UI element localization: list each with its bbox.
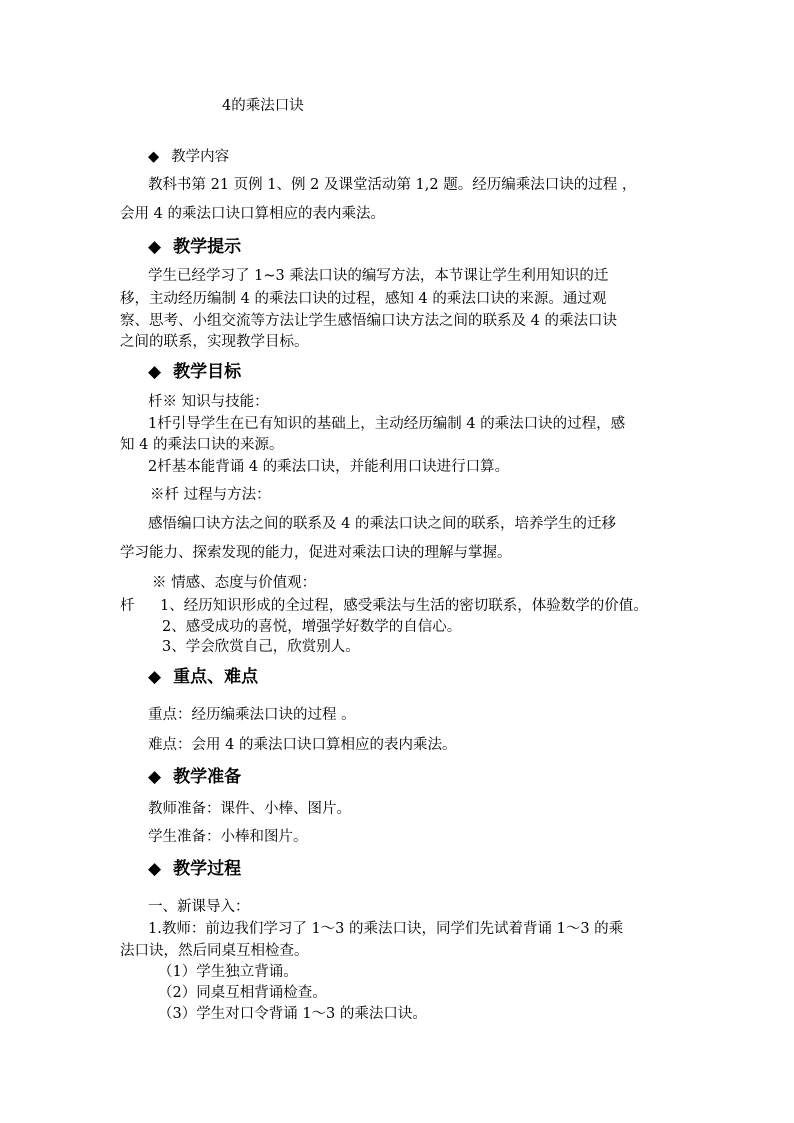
paragraph-line: 感悟编口诀方法之间的联系及 4 的乘法口诀之间的联系，培养学生的迁移 [148,516,616,532]
diamond-bullet-icon: ◆ [148,149,160,165]
paragraph-line: 法口诀，然后同桌互相检查。 [120,943,309,959]
paragraph-line: 重点：经历编乘法口诀的过程 。 [148,707,356,723]
paragraph-line: 难点：会用 4 的乘法口诀口算相应的表内乘法。 [148,737,457,753]
paragraph-line: 之间的联系，实现教学目标。 [120,334,309,350]
paragraph-line: 教师准备：课件、小棒、图片。 [148,801,351,817]
list-item: 3、学会欣赏自己，欣赏别人。 [162,639,360,655]
page-title: 4的乘法口诀 [222,98,304,114]
list-item: （3）学生对口令背诵 1～3 的乘法口诀。 [158,1006,427,1022]
diamond-bullet-icon: ◆ [148,362,162,382]
emotion-mark: 杄 [120,598,135,614]
paragraph-line: 学生准备：小棒和图片。 [148,829,308,845]
diamond-bullet-icon: ◆ [148,237,162,257]
heading-text: 教学过程 [173,859,242,879]
subheading-emotion: ※ 情感、态度与价值观： [152,575,317,591]
list-item: （1）学生独立背诵。 [158,964,298,980]
subheading-process: ※杄 过程与方法： [150,487,271,503]
subheading-knowledge: 杄※ 知识与技能： [148,394,269,410]
list-item: （2）同桌互相背诵检查。 [158,985,327,1001]
paragraph-line: 1杄引导学生在已有知识的基础上，主动经历编制 4 的乘法口诀的过程，感 [148,416,626,432]
diamond-bullet-icon: ◆ [148,767,162,787]
paragraph-line: 会用 4 的乘法口诀口算相应的表内乘法。 [120,206,385,222]
paragraph-line: 移，主动经历编制 4 的乘法口诀的过程，感知 4 的乘法口诀的来源。通过观 [120,291,607,307]
list-item: 1、经历知识形成的全过程，感受乘法与生活的密切联系，体验数学的价值。 [160,598,648,614]
section-heading-hint [148,236,241,258]
section-heading-prep [148,766,241,788]
paragraph-line: 学习能力、探索发现的能力，促进对乘法口诀的理解与掌握。 [120,545,512,561]
heading-text: 教学内容 [171,149,230,165]
paragraph-line: 一、新课导入： [148,899,250,915]
heading-text: 重点、难点 [173,667,259,687]
heading-text: 教学提示 [173,237,242,257]
paragraph-line: 学生已经学习了 1~3 乘法口诀的编写方法，本节课让学生利用知识的迁 [148,268,609,284]
paragraph-line: 1.教师：前边我们学习了 1～3 的乘法口诀，同学们先试着背诵 1～3 的乘 [148,921,624,937]
paragraph-line: 知 4 的乘法口诀的来源。 [120,437,284,453]
section-heading-goals [148,361,241,383]
paragraph-line: 教科书第 21 页例 1、例 2 及课堂活动第 1,2 题。经历编乘法口诀的过程 ， [148,177,637,193]
heading-text: 教学目标 [173,362,242,382]
section-heading-content [148,148,229,166]
list-item: 2、感受成功的喜悦，增强学好数学的自信心。 [162,619,462,635]
paragraph-line: 察、思考、小组交流等方法让学生感悟编口诀方法之间的联系及 4 的乘法口诀 [120,313,617,329]
heading-text: 教学准备 [173,767,242,787]
diamond-bullet-icon: ◆ [148,667,162,687]
paragraph-line: 2杄基本能背诵 4 的乘法口诀，并能利用口诀进行口算。 [148,459,510,475]
section-heading-keypoints [148,666,258,688]
diamond-bullet-icon: ◆ [148,859,162,879]
section-heading-process [148,858,241,880]
